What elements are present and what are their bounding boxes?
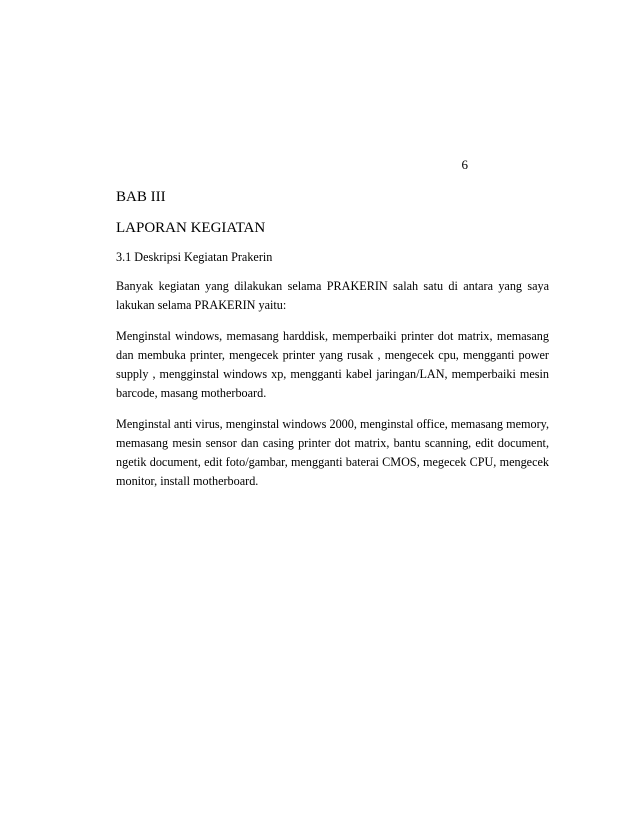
chapter-label: BAB III xyxy=(116,189,166,205)
page-content xyxy=(116,188,549,491)
chapter-title: LAPORAN KEGIATAN xyxy=(116,220,266,236)
section-title: 3.1 Deskripsi Kegiatan Prakerin xyxy=(116,250,273,264)
paragraph-activities-2: Menginstal anti virus, menginstal windows 2000, menginstal office, memasang memory, memasang mesin sensor dan casing printer dot matrix, bantu scanning, edit document, ngetik document, edit foto/gambar, mengganti baterai CMOS, megecek CPU, mengecek monitor, install motherboard. xyxy=(116,417,549,488)
paragraph-activities-1: Menginstal windows, memasang harddisk, memperbaiki printer dot matrix, memasang dan membuka printer, mengecek printer yang rusak , mengecek cpu, mengganti power supply , mengginstal windows xp, mengganti kabel jaringan/LAN, memperbaiki mesin barcode, masang motherboard. xyxy=(116,329,549,400)
paragraph-intro: Banyak kegiatan yang dilakukan selama PRAKERIN salah satu di antara yang saya lakukan selama PRAKERIN yaitu: xyxy=(116,279,549,312)
page-number: 6 xyxy=(461,157,468,172)
